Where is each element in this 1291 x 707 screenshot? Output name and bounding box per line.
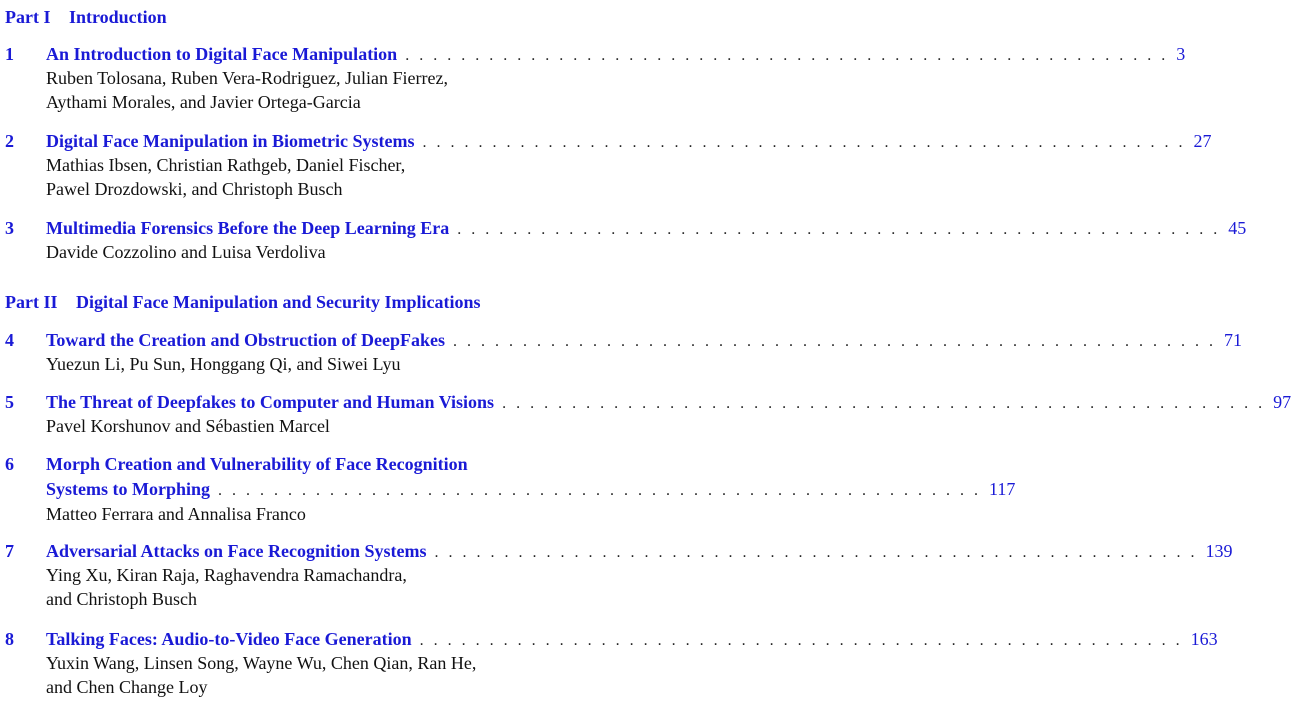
- chapter-number: 4: [5, 330, 14, 350]
- dot-leader: . . . . . . . . . . . . . . . . . . . . . . . . . . . . . . . . . . . . . . . . . . . . . . . . . . . . . . .: [405, 47, 1169, 64]
- chapter-authors: [46, 651, 476, 699]
- author-line: Pawel Drozdowski, and Christoph Busch: [46, 179, 343, 199]
- page-number[interactable]: 3: [1176, 44, 1186, 64]
- chapter-number: 5: [5, 392, 14, 412]
- chapter-authors: [46, 66, 448, 114]
- dot-leader: . . . . . . . . . . . . . . . . . . . . . . . . . . . . . . . . . . . . . . . . . . . . . . . . . . . . . . .: [422, 134, 1186, 151]
- dot-leader: . . . . . . . . . . . . . . . . . . . . . . . . . . . . . . . . . . . . . . . . . . . . . . . . . . . . . . .: [453, 333, 1217, 350]
- chapter-number: 6: [5, 454, 14, 474]
- chapter-number: 1: [5, 44, 14, 64]
- chapter-title-line[interactable]: [46, 452, 696, 476]
- chapter-title-line[interactable]: [46, 129, 1212, 155]
- chapter-title[interactable]: An Introduction to Digital Face Manipulation: [46, 44, 398, 64]
- chapter-authors: [46, 502, 306, 526]
- chapter-title-line[interactable]: [46, 42, 1186, 68]
- author-line: Aythami Morales, and Javier Ortega-Garcia: [46, 92, 361, 112]
- chapter-title[interactable]: Talking Faces: Audio-to-Video Face Generation: [46, 629, 412, 649]
- chapter-number: 7: [5, 541, 14, 561]
- author-line: Matteo Ferrara and Annalisa Franco: [46, 504, 306, 524]
- chapter-authors: [46, 563, 407, 611]
- author-line: and Christoph Busch: [46, 589, 197, 609]
- chapter-title[interactable]: Toward the Creation and Obstruction of DeepFakes: [46, 330, 446, 350]
- part-label: Part I: [5, 7, 51, 27]
- chapter-authors: [46, 352, 400, 376]
- chapter-title[interactable]: Morph Creation and Vulnerability of Face Recognition: [46, 454, 468, 474]
- author-line: Mathias Ibsen, Christian Rathgeb, Daniel Fischer,: [46, 155, 406, 175]
- author-line: Yuxin Wang, Linsen Song, Wayne Wu, Chen Qian, Ran He,: [46, 653, 477, 673]
- chapter-authors: [46, 153, 405, 201]
- author-line: Pavel Korshunov and Sébastien Marcel: [46, 416, 330, 436]
- author-line: and Chen Change Loy: [46, 677, 208, 697]
- dot-leader: . . . . . . . . . . . . . . . . . . . . . . . . . . . . . . . . . . . . . . . . . . . . . . . . . . . . . . .: [218, 482, 982, 499]
- dot-leader: . . . . . . . . . . . . . . . . . . . . . . . . . . . . . . . . . . . . . . . . . . . . . . . . . . . . . . .: [419, 632, 1183, 649]
- page-number[interactable]: 117: [989, 479, 1016, 499]
- chapter-authors: [46, 414, 330, 438]
- dot-leader: . . . . . . . . . . . . . . . . . . . . . . . . . . . . . . . . . . . . . . . . . . . . . . . . . . . . . . .: [502, 395, 1266, 412]
- chapter-title-line[interactable]: [46, 539, 1233, 565]
- chapter-title-continued[interactable]: Systems to Morphing: [46, 479, 211, 499]
- chapter-title[interactable]: Digital Face Manipulation in Biometric Systems: [46, 131, 415, 151]
- chapter-title[interactable]: Adversarial Attacks on Face Recognition Systems: [46, 541, 427, 561]
- dot-leader: . . . . . . . . . . . . . . . . . . . . . . . . . . . . . . . . . . . . . . . . . . . . . . . . . . . . . . .: [457, 221, 1221, 238]
- author-line: Davide Cozzolino and Luisa Verdoliva: [46, 242, 326, 262]
- page-number[interactable]: 45: [1228, 218, 1247, 238]
- part-title: Digital Face Manipulation and Security Implications: [76, 292, 481, 312]
- chapter-title-line[interactable]: [46, 390, 1291, 416]
- author-line: Ying Xu, Kiran Raja, Raghavendra Ramachandra,: [46, 565, 407, 585]
- author-line: Yuezun Li, Pu Sun, Honggang Qi, and Siwei Lyu: [46, 354, 401, 374]
- page-number[interactable]: 139: [1205, 541, 1233, 561]
- part-label: Part II: [5, 292, 58, 312]
- chapter-title-line[interactable]: [46, 627, 1218, 653]
- page-number[interactable]: 71: [1224, 330, 1243, 350]
- page-number[interactable]: 97: [1273, 392, 1291, 412]
- chapter-number: 2: [5, 131, 14, 151]
- chapter-title-line[interactable]: [46, 477, 1016, 503]
- chapter-title-line[interactable]: [46, 328, 1243, 354]
- chapter-title[interactable]: Multimedia Forensics Before the Deep Learning Era: [46, 218, 450, 238]
- part-heading: [5, 8, 167, 26]
- chapter-authors: [46, 240, 326, 264]
- chapter-title-line[interactable]: [46, 216, 1247, 242]
- part-heading: [5, 293, 481, 311]
- page-number[interactable]: 163: [1190, 629, 1218, 649]
- page-number[interactable]: 27: [1193, 131, 1212, 151]
- chapter-title[interactable]: The Threat of Deepfakes to Computer and Human Visions: [46, 392, 495, 412]
- dot-leader: . . . . . . . . . . . . . . . . . . . . . . . . . . . . . . . . . . . . . . . . . . . . . . . . . . . . . . .: [434, 544, 1198, 561]
- part-title: Introduction: [68, 7, 167, 27]
- chapter-number: 3: [5, 218, 14, 238]
- author-line: Ruben Tolosana, Ruben Vera-Rodriguez, Julian Fierrez,: [46, 68, 448, 88]
- chapter-number: 8: [5, 629, 14, 649]
